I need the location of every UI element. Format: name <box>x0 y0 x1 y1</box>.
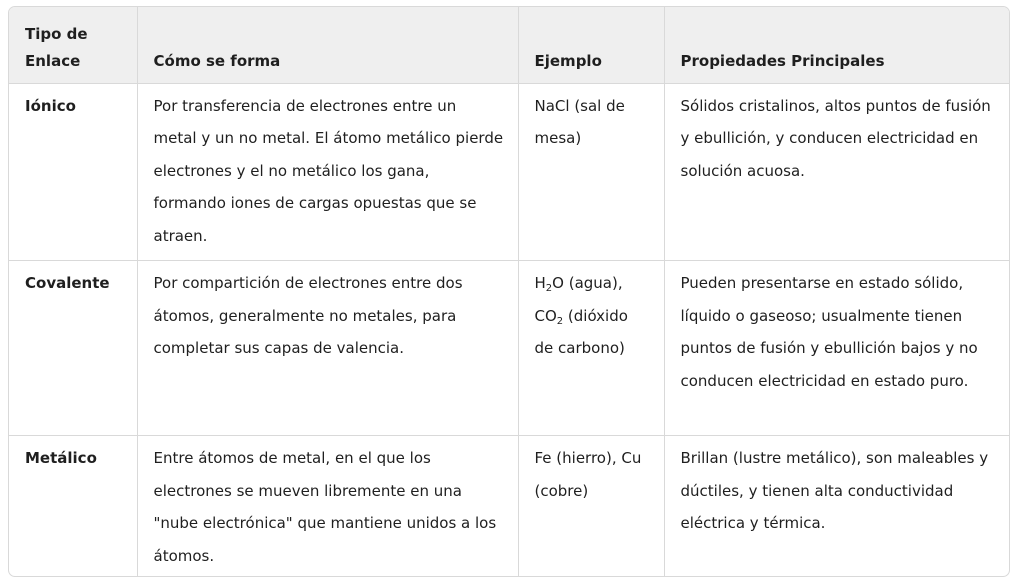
formula-co2-post: (dióxido de carbono) <box>534 306 628 357</box>
header-formation: Cómo se forma <box>137 7 518 83</box>
header-row <box>9 7 1009 83</box>
cell-properties: Pueden presentarse en estado sólido, líquido o gaseoso; usualmente tienen puntos de fusión y ebullición bajos y no conducen electricidad en estado puro. <box>664 261 1009 436</box>
cell-type: Metálico <box>25 449 97 467</box>
header-type-line2: Enlace <box>25 51 81 70</box>
table-row <box>9 83 1009 261</box>
header-properties: Propiedades Principales <box>664 7 1009 83</box>
formula-h2o-post: O (agua), <box>552 274 623 292</box>
cell-properties: Brillan (lustre metálico), son maleables y dúctiles, y tienen alta conductividad eléctrica y térmica. <box>664 436 1009 578</box>
cell-example: NaCl (sal de mesa) <box>518 83 664 261</box>
table-row <box>9 436 1009 578</box>
table-body <box>9 83 1009 577</box>
formula-h2o-pre: H <box>534 274 546 292</box>
cell-formation: Por transferencia de electrones entre un metal y un no metal. El átomo metálico pierde electrones y el no metálico los gana, formando iones de cargas opuestas que se atraen. <box>137 83 518 261</box>
header-type <box>9 7 137 83</box>
formula-co2-sub: 2 <box>556 315 564 327</box>
header-type-line1: Tipo de <box>25 24 88 43</box>
cell-formation: Por compartición de electrones entre dos átomos, generalmente no metales, para completar sus capas de valencia. <box>137 261 518 436</box>
cell-example: Fe (hierro), Cu (cobre) <box>518 436 664 578</box>
bond-types-table-container <box>8 6 1010 577</box>
formula-h2o-sub: 2 <box>545 283 553 294</box>
cell-formation: Entre átomos de metal, en el que los electrones se mueven libremente en una "nube electrónica" que mantiene unidos a los átomos. <box>137 436 518 578</box>
table-header <box>9 7 1009 83</box>
header-example: Ejemplo <box>518 7 664 83</box>
cell-type: Covalente <box>9 261 137 436</box>
cell-type: Iónico <box>9 83 137 261</box>
table-row <box>9 261 1009 436</box>
cell-example <box>518 261 664 436</box>
cell-properties: Sólidos cristalinos, altos puntos de fusión y ebullición, y conducen electricidad en solución acuosa. <box>664 83 1009 261</box>
bond-types-table <box>9 7 1009 577</box>
formula-co2-pre: CO <box>534 306 557 325</box>
